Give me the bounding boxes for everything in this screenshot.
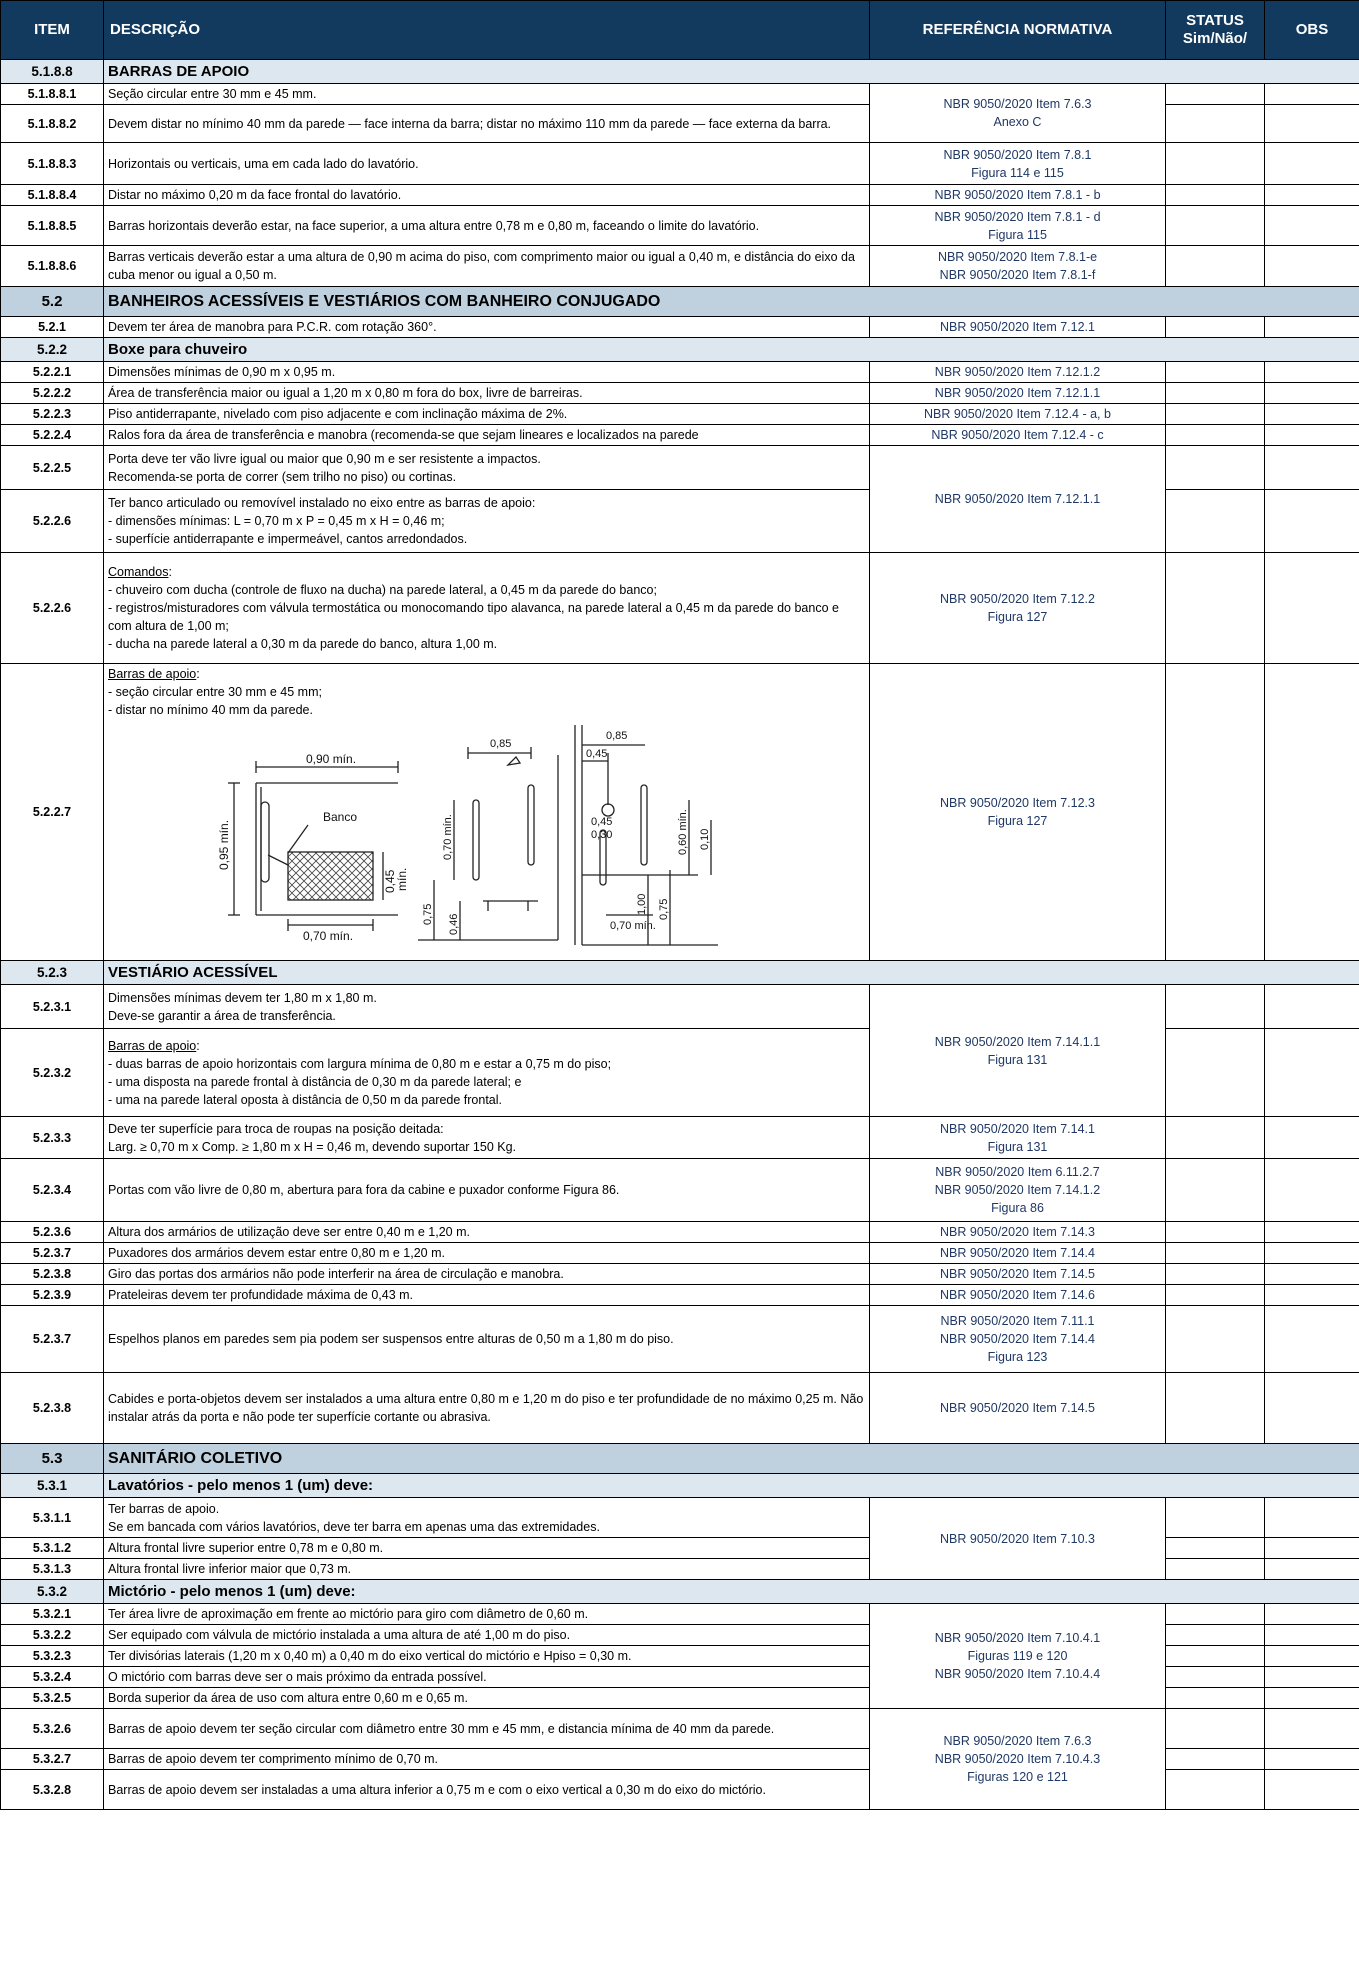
shower-grab-bars-figure <box>108 725 808 950</box>
reference: NBR 9050/2020 Item 7.10.4.1 Figuras 119 e 120 NBR 9050/2020 Item 7.10.4.4 <box>870 1604 1166 1709</box>
description: Altura frontal livre superior entre 0,78 m e 0,80 m. <box>104 1538 870 1559</box>
item-number: 5.3 <box>1 1444 104 1474</box>
fig-label: 0,75 <box>422 903 434 925</box>
section-row <box>1 1444 1359 1474</box>
item-number: 5.3.1.2 <box>1 1538 104 1559</box>
description: Horizontais ou verticais, uma em cada lado do lavatório. <box>104 143 870 185</box>
reference: NBR 9050/2020 Item 7.10.3 <box>870 1498 1166 1580</box>
fig-label: 0,60 mín. <box>677 809 689 855</box>
description: Barras de apoio: - seção circular entre 30 mm e 45 mm; - distar no mínimo 40 mm da parede. 0,90 mín. Banco 0,95 mín. 0,45 mín. 0,70 mín. 0,85 0,70 mín. 0,75 0,46 0,85 0,45 0,45 0,30 0,60 mín. 0,10 1,00 0,75 0,70 mín. <box>104 664 870 961</box>
fig-label: 0,45 <box>591 816 613 828</box>
reference: NBR 9050/2020 Item 7.6.3 Anexo C <box>870 84 1166 143</box>
subsection-row <box>1 1474 1359 1498</box>
table-row <box>1 1159 1359 1222</box>
header-row <box>1 1 1359 60</box>
header-referencia: REFERÊNCIA NORMATIVA <box>870 1 1166 60</box>
reference: NBR 9050/2020 Item 7.12.1.1 <box>870 383 1166 404</box>
item-number: 5.2.3.4 <box>1 1159 104 1222</box>
fig-label: 0,90 mín. <box>306 752 357 766</box>
item-number: 5.3.2.7 <box>1 1749 104 1770</box>
item-number: 5.3.1.1 <box>1 1498 104 1538</box>
obs-cell[interactable] <box>1265 1749 1359 1770</box>
status-cell[interactable] <box>1166 1117 1265 1159</box>
fig-label: 0,85 <box>606 730 628 742</box>
status-cell[interactable] <box>1166 1159 1265 1222</box>
fig-label: 0,46 <box>448 913 460 935</box>
status-cell[interactable] <box>1166 1625 1265 1646</box>
description: Devem distar no mínimo 40 mm da parede — face interna da barra; distar no máximo 110 mm da parede — face externa da barra. <box>104 105 870 143</box>
status-cell[interactable] <box>1166 1559 1265 1580</box>
fig-label: 0,95 mín. <box>217 819 231 870</box>
description: Porta deve ter vão livre igual ou maior que 0,90 m e ser resistente a impactos. Recomenda-se porta de correr (sem trilho no piso) ou cortinas. <box>104 446 870 490</box>
description: Dimensões mínimas devem ter 1,80 m x 1,80 m. Deve-se garantir a área de transferência. <box>104 985 870 1029</box>
obs-cell[interactable] <box>1265 1498 1359 1538</box>
status-cell[interactable] <box>1166 84 1265 105</box>
obs-cell[interactable] <box>1265 1559 1359 1580</box>
item-number: 5.2.3.3 <box>1 1117 104 1159</box>
fig-label: mín. <box>395 867 409 891</box>
status-cell[interactable] <box>1166 553 1265 664</box>
item-number: 5.3.2.5 <box>1 1688 104 1709</box>
reference: NBR 9050/2020 Item 7.14.4 <box>870 1243 1166 1264</box>
section-row <box>1 287 1359 317</box>
status-cell[interactable] <box>1166 446 1265 490</box>
obs-cell[interactable] <box>1265 84 1359 105</box>
item-number: 5.1.8.8.6 <box>1 246 104 287</box>
status-cell[interactable] <box>1166 317 1265 338</box>
status-cell[interactable] <box>1166 664 1265 961</box>
item-number: 5.3.1 <box>1 1474 104 1498</box>
obs-cell[interactable] <box>1265 1117 1359 1159</box>
reference: NBR 9050/2020 Item 7.14.5 <box>870 1373 1166 1444</box>
description: Ter banco articulado ou removível instalado no eixo entre as barras de apoio: - dimensões mínimas: L = 0,70 m x P = 0,45 m x H = 0,46 m; - superfície antiderrapante e impermeável, cantos arredondados. <box>104 490 870 553</box>
obs-cell[interactable] <box>1265 1159 1359 1222</box>
obs-cell[interactable] <box>1265 1264 1359 1285</box>
status-cell[interactable] <box>1166 1029 1265 1117</box>
item-number: 5.2.2.5 <box>1 446 104 490</box>
reference: NBR 9050/2020 Item 7.8.1 - b <box>870 185 1166 206</box>
status-cell[interactable] <box>1166 1498 1265 1538</box>
status-cell[interactable] <box>1166 383 1265 404</box>
obs-cell[interactable] <box>1265 1029 1359 1117</box>
item-number: 5.2.2.3 <box>1 404 104 425</box>
status-cell[interactable] <box>1166 1306 1265 1373</box>
obs-cell[interactable] <box>1265 664 1359 961</box>
table-row <box>1 317 1359 338</box>
item-number: 5.2.2.4 <box>1 425 104 446</box>
item-number: 5.3.2.1 <box>1 1604 104 1625</box>
item-number: 5.2.2.6 <box>1 490 104 553</box>
obs-cell[interactable] <box>1265 317 1359 338</box>
table-row <box>1 664 1359 961</box>
table-row <box>1 206 1359 246</box>
table-row <box>1 185 1359 206</box>
description: Barras verticais deverão estar a uma altura de 0,90 m acima do piso, com comprimento maior ou igual a 0,40 m, e distância do eixo da cuba menor ou igual a 0,50 m. <box>104 246 870 287</box>
description: Deve ter superfície para troca de roupas na posição deitada: Larg. ≥ 0,70 m x Comp. ≥ 1,80 m x H = 0,46 m, devendo suportar 150 Kg. <box>104 1117 870 1159</box>
description: Barras de apoio devem ter comprimento mínimo de 0,70 m. <box>104 1749 870 1770</box>
obs-cell[interactable] <box>1265 206 1359 246</box>
reference: NBR 9050/2020 Item 7.6.3 NBR 9050/2020 Item 7.10.4.3 Figuras 120 e 121 <box>870 1709 1166 1810</box>
reference: NBR 9050/2020 Item 7.14.3 <box>870 1222 1166 1243</box>
item-number: 5.3.2.6 <box>1 1709 104 1749</box>
item-number: 5.1.8.8.3 <box>1 143 104 185</box>
reference: NBR 9050/2020 Item 7.14.6 <box>870 1285 1166 1306</box>
description: Barras de apoio devem ser instaladas a uma altura inferior a 0,75 m e com o eixo vertical a 0,30 m do eixo do mictório. <box>104 1770 870 1810</box>
fig-label: 0,85 <box>490 738 512 750</box>
item-number: 5.2.2.1 <box>1 362 104 383</box>
header-item: ITEM <box>1 1 104 60</box>
obs-cell[interactable] <box>1265 362 1359 383</box>
item-number: 5.2.3.9 <box>1 1285 104 1306</box>
description: Ser equipado com válvula de mictório instalada a uma altura de até 1,00 m do piso. <box>104 1625 870 1646</box>
subsection-title: VESTIÁRIO ACESSÍVEL <box>104 961 1359 985</box>
status-cell[interactable] <box>1166 246 1265 287</box>
reference: NBR 9050/2020 Item 7.14.1.1 Figura 131 <box>870 985 1166 1117</box>
description: Giro das portas dos armários não pode interferir na área de circulação e manobra. <box>104 1264 870 1285</box>
item-number: 5.2.2.2 <box>1 383 104 404</box>
subsection-row <box>1 961 1359 985</box>
description: Borda superior da área de uso com altura entre 0,60 m e 0,65 m. <box>104 1688 870 1709</box>
description: Cabides e porta-objetos devem ser instalados a uma altura entre 0,80 m e 1,20 m do piso e ter profundidade de no máximo 0,25 m. Não instalar atrás da porta e não pode ter superfície cortante ou abrasiva. <box>104 1373 870 1444</box>
status-cell[interactable] <box>1166 425 1265 446</box>
description: Ter área livre de aproximação em frente ao mictório para giro com diâmetro de 0,60 m. <box>104 1604 870 1625</box>
description: Seção circular entre 30 mm e 45 mm. <box>104 84 870 105</box>
table-row <box>1 1243 1359 1264</box>
table-row <box>1 362 1359 383</box>
reference: NBR 9050/2020 Item 7.12.1.1 <box>870 446 1166 553</box>
item-number: 5.2.3.8 <box>1 1373 104 1444</box>
status-cell[interactable] <box>1166 1373 1265 1444</box>
fig-label: 0,70 mín. <box>442 814 454 860</box>
reference: NBR 9050/2020 Item 7.14.1 Figura 131 <box>870 1117 1166 1159</box>
obs-cell[interactable] <box>1265 446 1359 490</box>
status-cell[interactable] <box>1166 1709 1265 1749</box>
reference: NBR 9050/2020 Item 7.12.2 Figura 127 <box>870 553 1166 664</box>
description: Puxadores dos armários devem estar entre 0,80 m e 1,20 m. <box>104 1243 870 1264</box>
item-number: 5.2.3.6 <box>1 1222 104 1243</box>
description: Ralos fora da área de transferência e manobra (recomenda-se que sejam lineares e localizados na parede <box>104 425 870 446</box>
status-cell[interactable] <box>1166 105 1265 143</box>
description: Comandos: - chuveiro com ducha (controle de fluxo na ducha) na parede lateral, a 0,45 m da parede do banco; - registros/misturadores com válvula termostática ou monocomando tipo alavanca, na parede lateral a 0,45 m da parede do banco e com altura de 1,00 m; - ducha na parede lateral a 0,30 m da parede do banco, altura 1,00 m. <box>104 553 870 664</box>
status-cell[interactable] <box>1166 1604 1265 1625</box>
status-cell[interactable] <box>1166 185 1265 206</box>
reference: NBR 9050/2020 Item 7.8.1 Figura 114 e 115 <box>870 143 1166 185</box>
status-cell[interactable] <box>1166 143 1265 185</box>
table-row <box>1 143 1359 185</box>
status-cell[interactable] <box>1166 362 1265 383</box>
status-cell[interactable] <box>1166 1667 1265 1688</box>
status-cell[interactable] <box>1166 1749 1265 1770</box>
reference: NBR 9050/2020 Item 7.12.4 - a, b <box>870 404 1166 425</box>
subsection-title: Lavatórios - pelo menos 1 (um) deve: <box>104 1474 1359 1498</box>
table-row <box>1 1264 1359 1285</box>
obs-cell[interactable] <box>1265 383 1359 404</box>
subsection-title: BARRAS DE APOIO <box>104 60 1359 84</box>
table-row <box>1 425 1359 446</box>
status-cell[interactable] <box>1166 1688 1265 1709</box>
obs-cell[interactable] <box>1265 1306 1359 1373</box>
table-row <box>1 404 1359 425</box>
obs-cell[interactable] <box>1265 105 1359 143</box>
table-row <box>1 1306 1359 1373</box>
obs-cell[interactable] <box>1265 985 1359 1029</box>
description: Barras horizontais deverão estar, na face superior, a uma altura entre 0,78 m e 0,80 m, faceando o limite do lavatório. <box>104 206 870 246</box>
header-descricao: DESCRIÇÃO <box>104 1 870 60</box>
status-cell[interactable] <box>1166 1243 1265 1264</box>
description: Ter divisórias laterais (1,20 m x 0,40 m) a 0,40 m do eixo vertical do mictório e Hpiso = 0,30 m. <box>104 1646 870 1667</box>
section-title: BANHEIROS ACESSÍVEIS E VESTIÁRIOS COM BANHEIRO CONJUGADO <box>104 287 1359 317</box>
obs-cell[interactable] <box>1265 246 1359 287</box>
obs-cell[interactable] <box>1265 404 1359 425</box>
table-row <box>1 1373 1359 1444</box>
subsection-row <box>1 1580 1359 1604</box>
subsection-row <box>1 338 1359 362</box>
table-row <box>1 84 1359 105</box>
reference: NBR 9050/2020 Item 6.11.2.7 NBR 9050/2020 Item 7.14.1.2 Figura 86 <box>870 1159 1166 1222</box>
status-cell[interactable] <box>1166 1646 1265 1667</box>
description: Dimensões mínimas de 0,90 m x 0,95 m. <box>104 362 870 383</box>
description: Barras de apoio: - duas barras de apoio horizontais com largura mínima de 0,80 m e estar a 0,75 m do piso; - uma disposta na parede frontal à distância de 0,30 m da parede lateral; e - uma na parede lateral oposta à distância de 0,50 m da parede frontal. <box>104 1029 870 1117</box>
status-cell[interactable] <box>1166 1285 1265 1306</box>
reference: NBR 9050/2020 Item 7.12.4 - c <box>870 425 1166 446</box>
obs-cell[interactable] <box>1265 185 1359 206</box>
obs-cell[interactable] <box>1265 1770 1359 1810</box>
description: O mictório com barras deve ser o mais próximo da entrada possível. <box>104 1667 870 1688</box>
reference: NBR 9050/2020 Item 7.12.1 <box>870 317 1166 338</box>
fig-label: 0,45 <box>586 748 608 760</box>
item-number: 5.2 <box>1 287 104 317</box>
item-number: 5.2.3.7 <box>1 1243 104 1264</box>
item-number: 5.1.8.8 <box>1 60 104 84</box>
status-cell[interactable] <box>1166 404 1265 425</box>
obs-cell[interactable] <box>1265 490 1359 553</box>
header-status: STATUS Sim/Não/ <box>1166 1 1265 60</box>
obs-cell[interactable] <box>1265 425 1359 446</box>
reference: NBR 9050/2020 Item 7.14.5 <box>870 1264 1166 1285</box>
reference: NBR 9050/2020 Item 7.8.1 - d Figura 115 <box>870 206 1166 246</box>
obs-cell[interactable] <box>1265 1373 1359 1444</box>
obs-cell[interactable] <box>1265 1243 1359 1264</box>
description: Área de transferência maior ou igual a 1,20 m x 0,80 m fora do box, livre de barreiras. <box>104 383 870 404</box>
reference: NBR 9050/2020 Item 7.8.1-e NBR 9050/2020 Item 7.8.1-f <box>870 246 1166 287</box>
item-number: 5.2.3.8 <box>1 1264 104 1285</box>
fig-label: 0,45 <box>383 869 397 893</box>
item-number: 5.1.8.8.2 <box>1 105 104 143</box>
status-cell[interactable] <box>1166 1538 1265 1559</box>
obs-cell[interactable] <box>1265 1538 1359 1559</box>
item-number: 5.3.2 <box>1 1580 104 1604</box>
item-number: 5.2.2 <box>1 338 104 362</box>
description: Distar no máximo 0,20 m da face frontal do lavatório. <box>104 185 870 206</box>
item-number: 5.3.2.3 <box>1 1646 104 1667</box>
table-row <box>1 383 1359 404</box>
fig-label: 0,70 mín. <box>303 929 354 943</box>
status-cell[interactable] <box>1166 1222 1265 1243</box>
reference: NBR 9050/2020 Item 7.12.1.2 <box>870 362 1166 383</box>
obs-cell[interactable] <box>1265 143 1359 185</box>
obs-cell[interactable] <box>1265 1646 1359 1667</box>
item-number: 5.2.3.1 <box>1 985 104 1029</box>
table-row <box>1 1222 1359 1243</box>
table-row <box>1 246 1359 287</box>
item-number: 5.2.3 <box>1 961 104 985</box>
obs-cell[interactable] <box>1265 1222 1359 1243</box>
fig-label: Banco <box>323 810 358 824</box>
subsection-title: Boxe para chuveiro <box>104 338 1359 362</box>
fig-label: 0,10 <box>699 828 711 850</box>
description: Ter barras de apoio. Se em bancada com vários lavatórios, deve ter barra em apenas uma das extremidades. <box>104 1498 870 1538</box>
status-cell[interactable] <box>1166 1264 1265 1285</box>
obs-cell[interactable] <box>1265 1604 1359 1625</box>
table-row <box>1 1709 1359 1749</box>
fig-label: 0,75 <box>658 898 670 920</box>
obs-cell[interactable] <box>1265 1667 1359 1688</box>
obs-cell[interactable] <box>1265 1709 1359 1749</box>
item-number: 5.3.1.3 <box>1 1559 104 1580</box>
fig-label: 0,70 mín. <box>610 920 656 932</box>
status-cell[interactable] <box>1166 490 1265 553</box>
item-number: 5.2.2.7 <box>1 664 104 961</box>
table-row <box>1 1285 1359 1306</box>
item-number: 5.2.1 <box>1 317 104 338</box>
description: Prateleiras devem ter profundidade máxima de 0,43 m. <box>104 1285 870 1306</box>
header-obs: OBS <box>1265 1 1359 60</box>
item-number: 5.1.8.8.5 <box>1 206 104 246</box>
item-number: 5.1.8.8.1 <box>1 84 104 105</box>
reference: NBR 9050/2020 Item 7.12.3 Figura 127 <box>870 664 1166 961</box>
obs-cell[interactable] <box>1265 1688 1359 1709</box>
table-row <box>1 553 1359 664</box>
description: Barras de apoio devem ter seção circular com diâmetro entre 30 mm e 45 mm, e distancia mínima de 40 mm da parede. <box>104 1709 870 1749</box>
reference: NBR 9050/2020 Item 7.11.1 NBR 9050/2020 Item 7.14.4 Figura 123 <box>870 1306 1166 1373</box>
item-number: 5.3.2.2 <box>1 1625 104 1646</box>
description: Altura dos armários de utilização deve ser entre 0,40 m e 1,20 m. <box>104 1222 870 1243</box>
table-row <box>1 1117 1359 1159</box>
description: Piso antiderrapante, nivelado com piso adjacente e com inclinação máxima de 2%. <box>104 404 870 425</box>
item-number: 5.3.2.4 <box>1 1667 104 1688</box>
fig-label: 1,00 <box>636 893 648 915</box>
table-row <box>1 1498 1359 1538</box>
status-cell[interactable] <box>1166 1770 1265 1810</box>
obs-cell[interactable] <box>1265 1285 1359 1306</box>
subsection-title: Mictório - pelo menos 1 (um) deve: <box>104 1580 1359 1604</box>
item-number: 5.1.8.8.4 <box>1 185 104 206</box>
status-cell[interactable] <box>1166 985 1265 1029</box>
item-number: 5.3.2.8 <box>1 1770 104 1810</box>
fig-label: 0,30 <box>591 829 613 841</box>
table-row <box>1 985 1359 1029</box>
description: Altura frontal livre inferior maior que 0,73 m. <box>104 1559 870 1580</box>
obs-cell[interactable] <box>1265 553 1359 664</box>
description: Devem ter área de manobra para P.C.R. com rotação 360°. <box>104 317 870 338</box>
description: Portas com vão livre de 0,80 m, abertura para fora da cabine e puxador conforme Figura 86. <box>104 1159 870 1222</box>
description: Espelhos planos em paredes sem pia podem ser suspensos entre alturas de 0,50 m a 1,80 m do piso. <box>104 1306 870 1373</box>
table-row <box>1 446 1359 490</box>
item-number: 5.2.2.6 <box>1 553 104 664</box>
item-number: 5.2.3.7 <box>1 1306 104 1373</box>
item-number: 5.2.3.2 <box>1 1029 104 1117</box>
obs-cell[interactable] <box>1265 1625 1359 1646</box>
status-cell[interactable] <box>1166 206 1265 246</box>
table-row <box>1 1604 1359 1625</box>
subsection-row <box>1 60 1359 84</box>
section-title: SANITÁRIO COLETIVO <box>104 1444 1359 1474</box>
